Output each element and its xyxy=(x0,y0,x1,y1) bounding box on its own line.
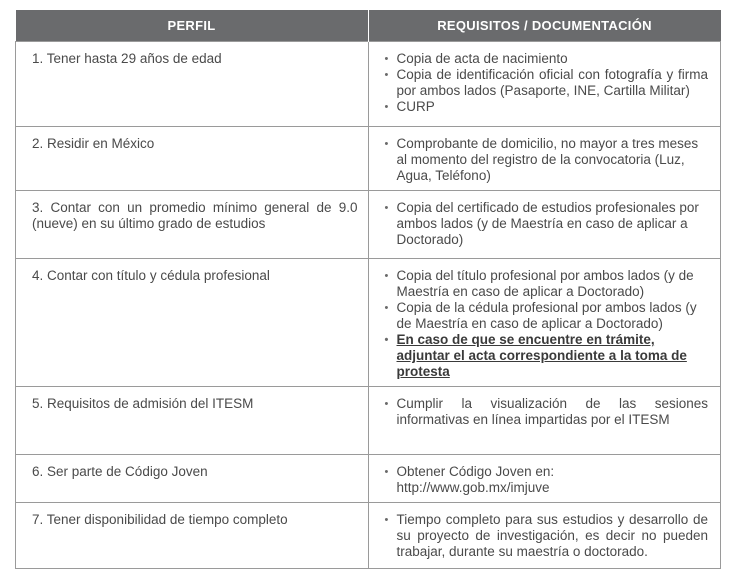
requisitos-cell xyxy=(368,42,721,127)
table-row xyxy=(16,455,721,503)
header-requisitos: REQUISITOS / DOCUMENTACIÓN xyxy=(368,10,721,42)
perfil-cell: 5. Requisitos de admisión del ITESM xyxy=(16,387,369,455)
perfil-cell: 4. Contar con título y cédula profesional xyxy=(16,259,369,387)
requisitos-cell xyxy=(368,387,721,455)
list-item: • Obtener Código Joven en: http://www.gob.mx/imjuve xyxy=(385,464,709,496)
table-row xyxy=(16,191,721,259)
requisitos-cell xyxy=(368,191,721,259)
list-item: • Tiempo completo para sus estudios y desarrollo de su proyecto de investigación, es decir no pueden trabajar, durante su maestría o doctorado. xyxy=(385,512,709,560)
list-item: • CURP xyxy=(385,99,709,115)
list-item: • Copia del título profesional por ambos lados (y de Maestría en caso de aplicar a Doctorado) xyxy=(385,268,709,300)
table-row xyxy=(16,387,721,455)
list-item: • Copia de acta de nacimiento xyxy=(385,51,709,67)
requisitos-cell xyxy=(368,127,721,191)
requisitos-cell xyxy=(368,503,721,569)
requirements-list xyxy=(385,51,709,115)
requirements-list xyxy=(385,396,709,428)
requisitos-cell xyxy=(368,259,721,387)
requirements-list xyxy=(385,512,709,560)
perfil-cell: 3. Contar con un promedio mínimo general de 9.0 (nueve) en su último grado de estudios xyxy=(16,191,369,259)
header-row xyxy=(16,10,721,42)
list-item: • Copia de la cédula profesional por ambos lados (y de Maestría en caso de aplicar a Doctorado) xyxy=(385,300,709,332)
perfil-cell: 2. Residir en México xyxy=(16,127,369,191)
list-item: • Comprobante de domicilio, no mayor a tres meses al momento del registro de la convocatoria (Luz, Agua, Teléfono) xyxy=(385,136,709,184)
list-item: • Copia del certificado de estudios profesionales por ambos lados (y de Maestría en caso de aplicar a Doctorado) xyxy=(385,200,709,248)
requirements-list xyxy=(385,268,709,380)
requirements-list xyxy=(385,464,709,496)
perfil-cell: 6. Ser parte de Código Joven xyxy=(16,455,369,503)
table-row xyxy=(16,42,721,127)
header-perfil: PERFIL xyxy=(16,10,369,42)
perfil-cell: 1. Tener hasta 29 años de edad xyxy=(16,42,369,127)
list-item: • Copia de identificación oficial con fotografía y firma por ambos lados (Pasaporte, INE, Cartilla Militar) xyxy=(385,67,709,99)
emphasis-note: • En caso de que se encuentre en trámite, adjuntar el acta correspondiente a la toma de protesta xyxy=(385,332,709,380)
list-item: • Cumplir la visualización de las sesiones informativas en línea impartidas por el ITESM xyxy=(385,396,709,428)
table-row xyxy=(16,259,721,387)
table-row xyxy=(16,503,721,569)
requisitos-cell xyxy=(368,455,721,503)
requirements-list xyxy=(385,200,709,248)
perfil-cell: 7. Tener disponibilidad de tiempo completo xyxy=(16,503,369,569)
table-row xyxy=(16,127,721,191)
requirements-list xyxy=(385,136,709,184)
requirements-table xyxy=(15,10,721,569)
